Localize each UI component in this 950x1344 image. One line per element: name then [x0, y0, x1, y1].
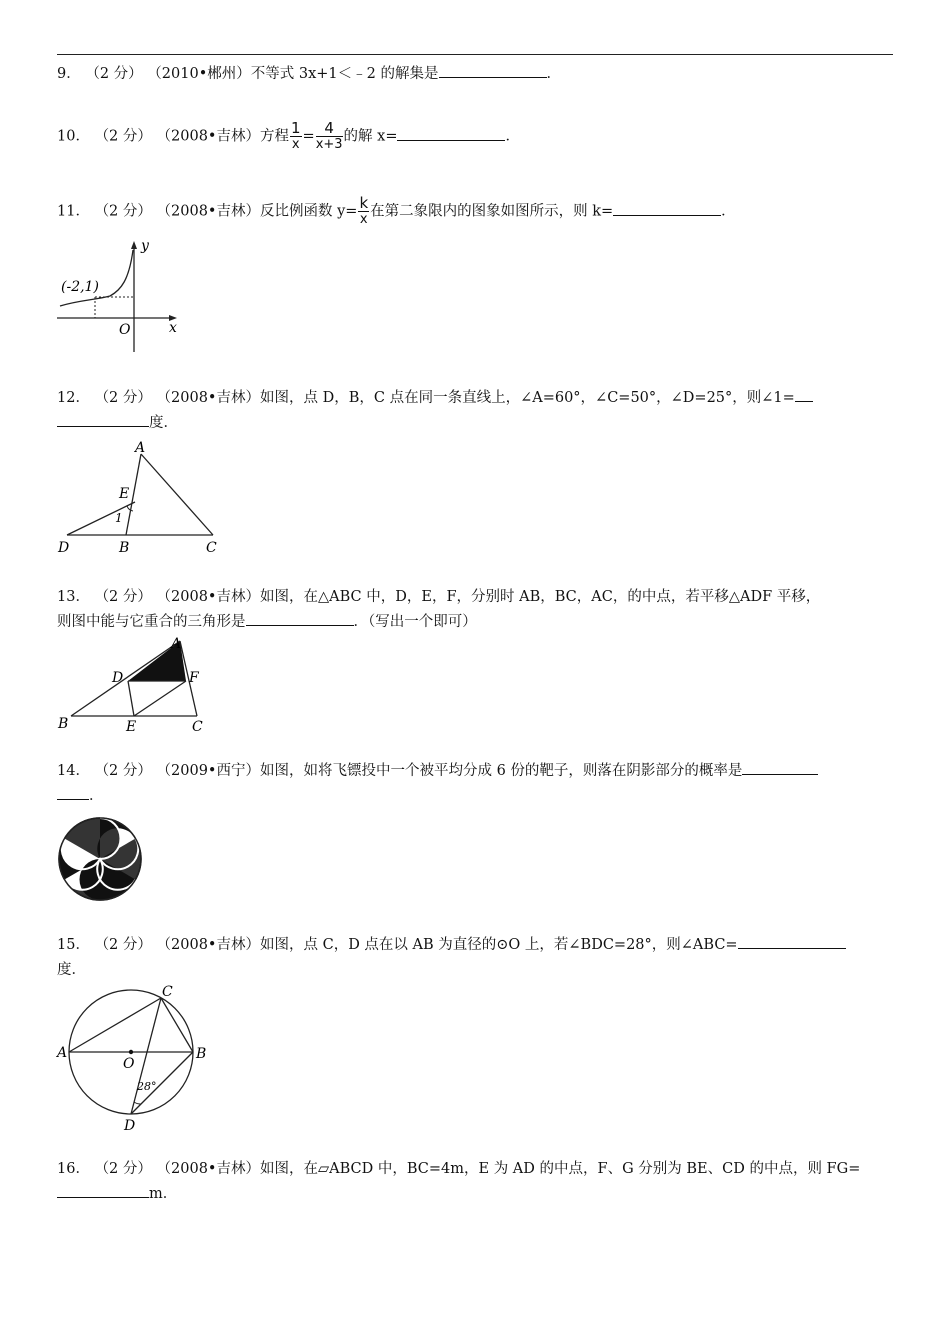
q13-line2: 则图中能与它重合的三角形是: [57, 614, 246, 630]
q14-answer-blank-2[interactable]: [57, 785, 89, 800]
q11-fraction: [358, 195, 369, 228]
top-rule: [57, 54, 893, 55]
q11-curve: [60, 250, 133, 306]
q14-answer-blank-1[interactable]: [742, 760, 818, 775]
q15-angle-arc: [134, 1102, 141, 1104]
q13-label-c: C: [192, 719, 203, 735]
question-12: [57, 386, 813, 411]
q10-pre: 方程: [259, 128, 289, 145]
q13-number: 13．: [57, 589, 90, 605]
q11-y-arrow: [131, 241, 137, 249]
question-15-line2: [57, 958, 86, 983]
q12-text: 如图，点 D，B，C 点在同一条直线上，∠A=60°，∠C=50°，∠D=25°，则∠1=: [259, 390, 795, 406]
q10-equals: =: [302, 128, 315, 145]
q15-text: 如图，点 C，D 点在以 AB 为直径的⊙O 上，若∠BDC=28°，则∠ABC=: [259, 937, 738, 953]
q13-label-e: E: [126, 719, 137, 735]
q16-number: 16．: [57, 1161, 90, 1177]
q10-f2-numerator: 4: [316, 120, 343, 137]
q12-source: （2008•吉林）: [156, 390, 260, 406]
q11-pre: 反比例函数 y=: [259, 203, 358, 220]
q9-score: （2 分）: [85, 66, 143, 82]
q12-label-a: A: [135, 440, 146, 456]
q13-label-d: D: [112, 670, 124, 686]
q10-score: （2 分）: [94, 128, 152, 145]
q9-source: （2010•郴州）: [147, 66, 251, 82]
q12-answer-blank-1[interactable]: [795, 387, 813, 402]
q10-number: 10．: [57, 128, 90, 145]
q14-source: （2009•西宁）: [156, 763, 260, 779]
q11-score: （2 分）: [94, 203, 152, 220]
q12-label-e: E: [119, 486, 130, 502]
q15-chord-ac: [69, 998, 161, 1052]
q15-circle-figure: [55, 982, 215, 1137]
q13-source: （2008•吉林）: [156, 589, 260, 605]
q15-label-b: B: [196, 1046, 207, 1062]
q13-end: ．（写出一个即可）: [353, 614, 477, 630]
q11-point-label: (-2,1): [61, 279, 99, 295]
q9-text: 不等式 3x+1＜﹣2 的解集是: [250, 66, 439, 82]
question-16: [57, 1157, 860, 1182]
q16-end: m．: [149, 1186, 178, 1202]
question-16-line2: [57, 1182, 177, 1207]
q12-end: 度．: [149, 415, 178, 431]
q16-score: （2 分）: [94, 1161, 152, 1177]
q13-line-fe: [134, 681, 186, 716]
q9-number: 9．: [57, 66, 81, 82]
q13-score: （2 分）: [94, 589, 152, 605]
q14-dartboard-figure: [56, 815, 146, 905]
q15-label-o: O: [123, 1056, 135, 1072]
q13-answer-blank[interactable]: [246, 611, 354, 626]
q12-triangle-figure: [55, 440, 225, 558]
q15-answer-blank[interactable]: [738, 934, 846, 949]
q11-source: （2008•吉林）: [156, 203, 260, 220]
q14-text: 如图，如将飞镖投中一个被平均分成 6 份的靶子，则落在阴影部分的概率是: [259, 763, 743, 779]
q12-answer-blank-2[interactable]: [57, 412, 149, 427]
q13-label-a: A: [171, 636, 182, 652]
q10-answer-blank[interactable]: [397, 126, 505, 141]
q10-end: ．: [505, 128, 520, 145]
q10-fraction-1: [290, 120, 302, 153]
q15-number: 15．: [57, 937, 90, 953]
q12-label-1: 1: [115, 511, 123, 525]
q11-denominator: x: [359, 212, 368, 227]
q15-label-a: A: [57, 1045, 68, 1061]
q11-x-label: x: [169, 320, 177, 336]
q15-chord-cb: [161, 998, 193, 1052]
q15-center-dot: [129, 1050, 133, 1054]
q14-end: ．: [89, 788, 104, 804]
q9-answer-blank[interactable]: [439, 63, 547, 78]
q10-f1-denominator: x: [291, 137, 300, 152]
q11-post: 在第二象限内的图象如图所示，则 k=: [370, 203, 614, 220]
q10-f2-denominator: x+3: [315, 137, 343, 152]
q12-label-b: B: [119, 540, 130, 556]
q15-label-d: D: [124, 1118, 136, 1134]
q13-line-de: [128, 681, 134, 716]
question-11: [57, 195, 736, 228]
q10-fraction-2: [316, 120, 343, 153]
q11-origin-label: O: [119, 322, 131, 338]
q11-number: 11．: [57, 203, 90, 220]
q16-source: （2008•吉林）: [156, 1161, 260, 1177]
q13-text: 如图，在△ABC 中，D，E，F，分别时 AB，BC，AC，的中点，若平移△ADF 平移，: [259, 589, 821, 605]
q12-line-de: [67, 502, 135, 535]
question-12-line2: [57, 411, 178, 436]
q11-end: ．: [721, 203, 736, 220]
q11-y-label: y: [141, 238, 149, 254]
q10-f1-numerator: 1: [290, 119, 301, 137]
q13-label-b: B: [58, 716, 69, 732]
q16-text: 如图，在▱ABCD 中，BC=4m，E 为 AD 的中点，F、G 分别为 BE、CD 的中点，则 FG=: [259, 1161, 861, 1177]
q15-chord-cd: [131, 998, 161, 1114]
q11-numerator: k: [359, 194, 369, 212]
q15-score: （2 分）: [94, 937, 152, 953]
q11-graph-figure: [55, 238, 185, 354]
q13-label-f: F: [189, 670, 199, 686]
q15-label-c: C: [162, 984, 173, 1000]
q15-source: （2008•吉林）: [156, 937, 260, 953]
question-14-line2: [57, 784, 104, 809]
q11-answer-blank[interactable]: [613, 201, 721, 216]
q14-number: 14．: [57, 763, 90, 779]
question-13: [57, 585, 820, 610]
q16-answer-blank[interactable]: [57, 1183, 149, 1198]
q10-source: （2008•吉林）: [156, 128, 260, 145]
q15-unit: 度．: [57, 962, 86, 978]
q15-angle-label: 28°: [137, 1080, 157, 1093]
q12-label-c: C: [206, 540, 217, 556]
q12-line-ac: [141, 454, 213, 535]
question-9: [57, 62, 561, 87]
question-14: [57, 759, 818, 784]
question-13-line2: [57, 610, 477, 635]
question-10: [57, 120, 520, 153]
q9-end: ．: [546, 66, 561, 82]
q12-angle-arc: [127, 506, 133, 511]
q12-label-d: D: [58, 540, 70, 556]
q14-score: （2 分）: [94, 763, 152, 779]
q12-number: 12．: [57, 390, 90, 406]
q13-triangle-figure: [55, 636, 215, 736]
q10-post: 的解 x=: [343, 128, 398, 145]
question-15: [57, 933, 846, 958]
q12-score: （2 分）: [94, 390, 152, 406]
